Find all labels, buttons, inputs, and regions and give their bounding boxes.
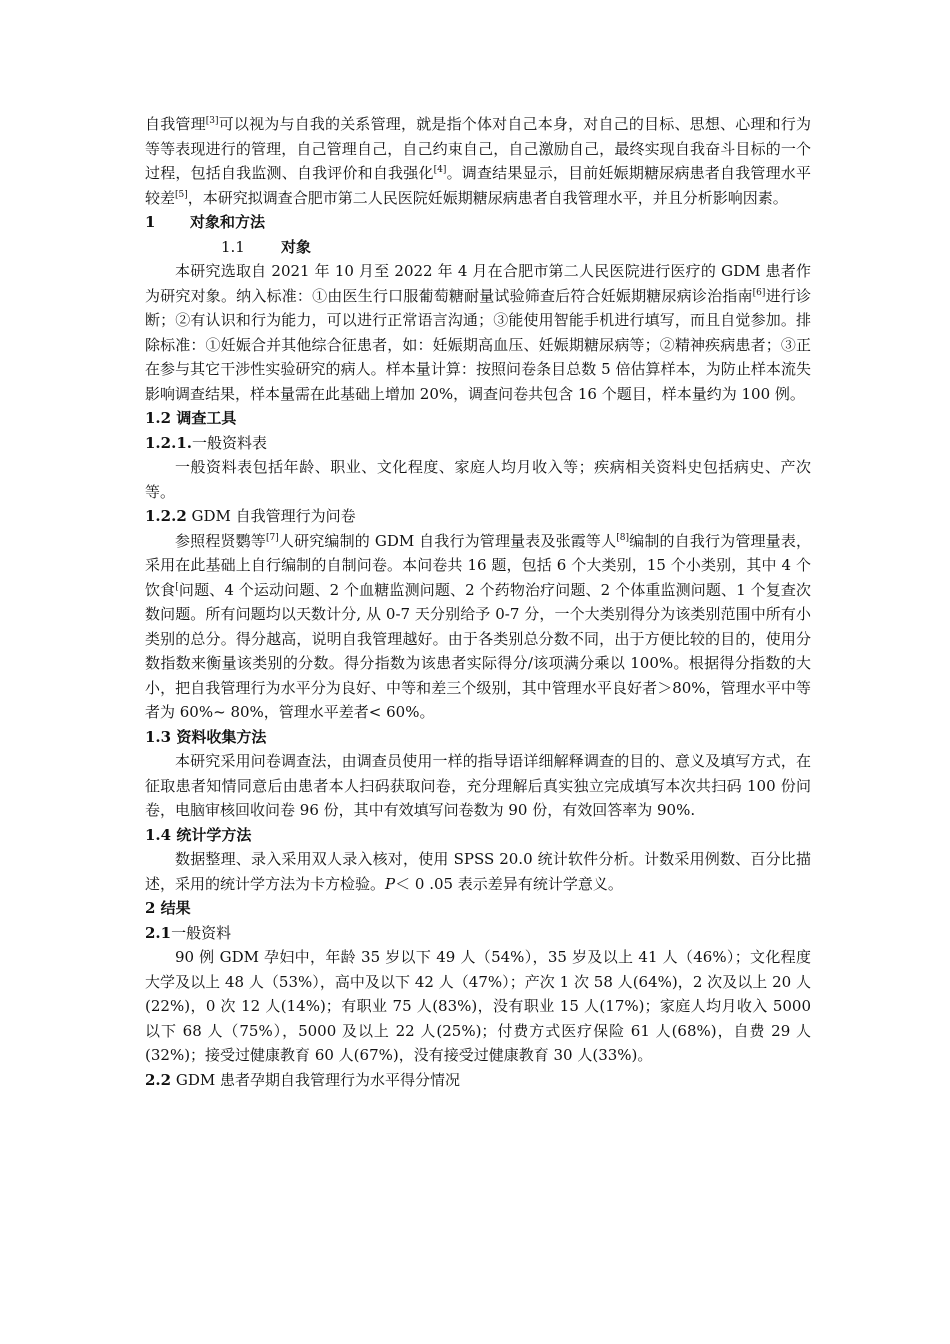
citation[interactable]: [6] bbox=[752, 287, 766, 298]
general-info-paragraph: 一般资料表包括年龄、职业、文化程度、家庭人均月收入等；疾病相关资料史包括病史、产次等。 bbox=[145, 458, 811, 501]
document-page bbox=[145, 112, 811, 1092]
citation[interactable]: [3] bbox=[205, 116, 219, 126]
results-general-paragraph: 90 例 GDM 孕妇中，年龄 35 岁以下 49 人（54%），35 岁及以上 41 人（46%）；文化程度大学及以上 48 人（53%），高中及以下 42 人（47%）；产次 1 次 58 人(64%)，2 次及以上 20 人(22%)，0 次 12 人(14%)；有职业 75 人(83%)，没有职业 15 人(17%)；家庭人均月收入 5000 以下 68 人（75%），5000 及以上 22 人(25%)；付费方式医疗保险 61 人(68%)，自费 29 人(32%)；接受过健康教育 60 人(67%)，没有接受过健康教育 30 人(33%)。 bbox=[145, 948, 811, 1064]
section-heading-2: 2 结果 bbox=[145, 899, 191, 917]
intro-paragraph: 自我管理[3]可以视为与自我的关系管理，就是指个体对自己本身，对自己的目标、思想、心理和行为等等表现进行的管理，自己管理自己，自己约束自己，自己激励自己，最终实现自我奋斗目标的一个过程，包括自我监测、自我评价和自我强化[4]。调查结果显示，目前妊娠期糖尿病患者自我管理水平较差[5]，本研究拟调查合肥市第二人民医院妊娠期糖尿病患者自我管理水平，并且分析影响因素。 bbox=[145, 115, 811, 207]
section-heading-1-2-1: 1.2.1.一般资料表 bbox=[145, 433, 267, 452]
citation[interactable]: [4] bbox=[433, 165, 447, 175]
citation[interactable]: [7] bbox=[266, 532, 279, 543]
statistics-paragraph: 数据整理、录入采用双人录入核对，使用 SPSS 20.0 统计软件分析。计数采用例数、百分比描述，采用的统计学方法为卡方检验。P＜ 0 .05 表示差异有统计学意义。 bbox=[145, 850, 811, 893]
section-heading-1-2-2: 1.2.2 GDM 自我管理行为问卷 bbox=[145, 507, 356, 525]
section-heading-1-2: 1.2 调查工具 bbox=[145, 409, 237, 427]
section-heading-2-2: 2.2 GDM 患者孕期自我管理行为水平得分情况 bbox=[145, 1070, 461, 1089]
citation[interactable]: [8] bbox=[616, 532, 630, 543]
section-heading-2-1: 2.1一般资料 bbox=[145, 923, 232, 942]
section-heading-1-1: 1.1 对象 bbox=[221, 237, 312, 256]
section-heading-1: 1 对象和方法 bbox=[145, 213, 266, 231]
citation[interactable]: [5] bbox=[175, 189, 188, 200]
section-heading-1-4: 1.4 统计学方法 bbox=[145, 825, 252, 844]
data-collection-paragraph: 本研究采用问卷调查法，由调查员使用一样的指导语详细解释调查的目的、意义及填写方式，在征取患者知情同意后由患者本人扫码获取问卷，充分理解后真实独立完成填写本次共扫码 100 份问卷，电脑审核回收问卷 96 份，其中有效填写问卷数为 90 份，有效回答率为 90%. bbox=[145, 752, 811, 819]
subjects-paragraph: 本研究选取自 2021 年 10 月至 2022 年 4 月在合肥市第二人民医院进行医疗的 GDM 患者作为研究对象。纳入标准：①由医生行口服葡萄糖耐量试验筛查后符合妊娠期糖尿病诊治指南[6]进行诊断；②有认识和行为能力，可以进行正常语言沟通；③能使用智能手机进行填写，而且自觉参加。排除标准：①妊娠合并其他综合征患者，如：妊娠期高血压、妊娠期糖尿病等；②精神疾病患者；③正在参与其它干涉性实验研究的病人。样本量计算：按照问卷条目总数 5 倍估算样本，为防止样本流失影响调查结果，样本量需在此基础上增加 20%，调查问卷共包含 16 个题目，样本量约为 100 例。 bbox=[145, 262, 811, 403]
questionnaire-paragraph: 参照程贤鹦等[7]人研究编制的 GDM 自我行为管理量表及张霞等人[8]编制的自我行为管理量表，采用在此基础上自行编制的自制问卷。本问卷共 16 题，包括 6 个大类别，15 个小类别，其中 4 个饮食[问题、4 个运动问题、2 个血糖监测问题、2 个药物治疗问题、2 个体重监测问题、1 个复查次数问题。所有问题均以天数计分, 从 0-7 天分别给予 0-7 分，一个大类别得分为该类别范围中所有小类别的总分。得分越高，说明自我管理越好。由于各类别总分数不同，出于方便比较的目的，使用分数指数来衡量该类别的分数。得分指数为该患者实际得分/该项满分乘以 100%。根据得分指数的大小，把自我管理行为水平分为良好、中等和差三个级别，其中管理水平良好者＞80%，管理水平中等者为 60%~ 80%，管理水平差者< 60%。 bbox=[145, 531, 811, 721]
citation: [ bbox=[175, 581, 179, 592]
section-heading-1-3: 1.3 资料收集方法 bbox=[145, 727, 267, 746]
